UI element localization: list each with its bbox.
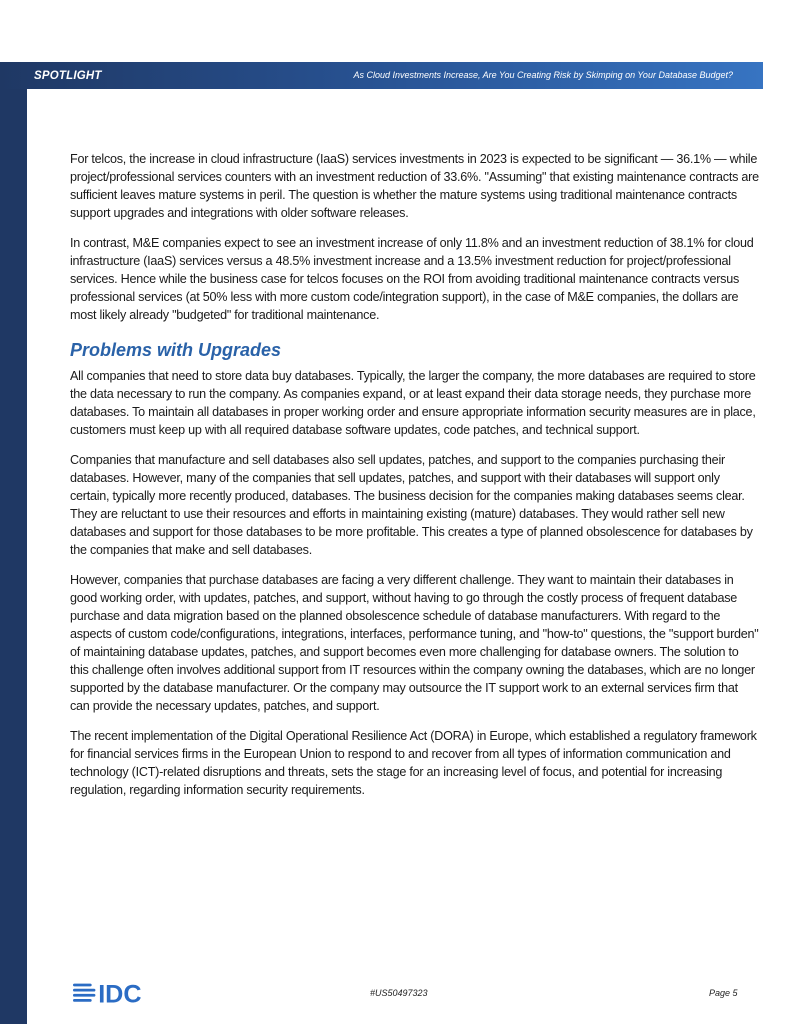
main-content [70,150,760,811]
side-bar [0,62,27,1024]
paragraph-manufacturers: Companies that manufacture and sell databases also sell updates, patches, and support to the companies purchasing their databases. However, many of the companies that sell updates, patches, and support with their databases will support only certain, typically more recently produced, databases. The business decision for the companies making databases seems clear. They are reluctant to use their resources and efforts in maintaining existing (mature) databases. They would rather sell new databases and support for those databases to be more profitable. This creates a type of planned obsolescence for databases by the companies that make and sell databases. [70,453,753,557]
idc-logo [70,978,160,1006]
paragraph-telcos: For telcos, the increase in cloud infrastructure (IaaS) services investments in 2023 is expected to be significant — 36.1% — while project/professional services counters with an investment reduction of 33.6%. "Assuming" that existing maintenance contracts are sufficient leaves mature systems in peril. The question is whether the mature systems using traditional maintenance contracts support upgrades and integrations with older software releases. [70,152,759,220]
paragraph-purchasers: However, companies that purchase databases are facing a very different challenge. They want to maintain their databases in good working order, with updates, patches, and support, without having to go through the costly process of frequent database purchase and data migration based on the planned obsolescence schedule of database manufacturers. With regard to the aspects of custom code/configurations, integrations, interfaces, performance tuning, and "how-to" questions, the "support burden" of maintaining database updates, patches, and support becomes even more challenging for database owners. The solution to this challenge often involves additional support from IT resources within the company owning the databases, which are no longer supported by the database manufacturer. Or the company may outsource the IT support work to an external services firm that can provide the necessary updates, patches, and support. [70,573,759,713]
paragraph-store-data: All companies that need to store data buy databases. Typically, the larger the company, the more databases are required to store the data necessary to run the company. As companies expand, or at least expand their data storage needs, they purchase more databases. To maintain all databases in proper working order and ensure appropriate information security measures are in place, customers must keep up with all required database software updates, code patches, and technical support. [70,369,756,437]
logo-text: IDC [98,980,142,1006]
paragraph-dora: The recent implementation of the Digital Operational Resilience Act (DORA) in Europe, which established a regulatory framework for financial services firms in the European Union to respond to and recover from all types of information communication and technology (ICT)-related disruptions and threats, sets the stage for an increasing level of focus, and potential for increasing regulation, regarding information security requirements. [70,729,757,797]
page-number: Page 5 [709,988,738,998]
paragraph-me-companies: In contrast, M&E companies expect to see an investment increase of only 11.8% and an investment reduction of 38.1% for cloud infrastructure (IaaS) services versus a 48.5% investment increase and a 13.5% investment reduction for project/professional services. Hence while the business case for telcos focuses on the ROI from avoiding traditional maintenance contracts versus professional services (at 50% less with more custom code/integration support), in the case of M&E companies, the dollars are most likely already "budgeted" for traditional maintenance. [70,236,754,322]
document-number: #US50497323 [370,988,428,998]
section-label: SPOTLIGHT [34,70,102,82]
header-band [0,62,763,89]
document-title: As Cloud Investments Increase, Are You Creating Risk by Skimping on Your Database Budget? [353,70,733,80]
section-heading: Problems with Upgrades [70,340,282,360]
